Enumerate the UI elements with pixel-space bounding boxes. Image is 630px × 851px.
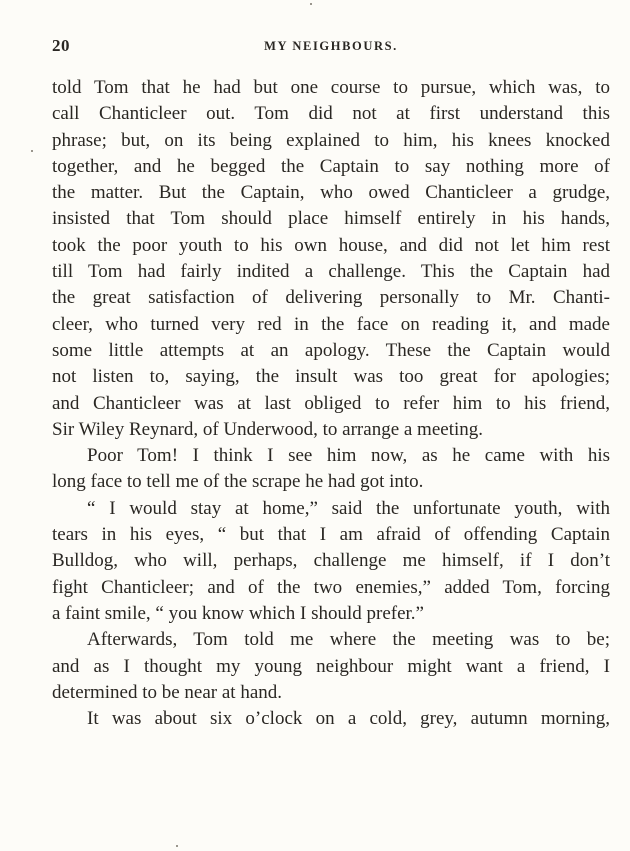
page-header — [52, 36, 610, 58]
text-line: determined to be near at hand. — [52, 681, 283, 703]
text-line: Bulldog, who will, perhaps, challenge me himself, if I don’t — [52, 550, 610, 572]
running-head: MY NEIGHBOURS. — [264, 39, 398, 53]
text-line: and as I thought my young neighbour might want a friend, I — [52, 655, 610, 677]
body-text — [52, 75, 610, 732]
text-line: Afterwards, Tom told me where the meeting was to be; — [87, 629, 610, 651]
text-line: together, and he begged the Captain to say nothing more of — [52, 155, 610, 177]
text-line: till Tom had fairly indited a challenge. This the Captain had — [52, 261, 610, 283]
text-line: “ I would stay at home,” said the unfortunate youth, with — [87, 497, 610, 519]
text-line: tears in his eyes, “ but that I am afraid of offending Captain — [52, 524, 610, 546]
text-line: the great satisfaction of delivering personally to Mr. Chanti- — [52, 287, 610, 309]
paper-speck — [176, 845, 178, 847]
text-line: told Tom that he had but one course to pursue, which was, to — [52, 77, 610, 98]
text-line: not listen to, saying, the insult was too great for apologies; — [52, 366, 610, 388]
text-line: cleer, who turned very red in the face on reading it, and made — [52, 313, 610, 335]
text-line: insisted that Tom should place himself entirely in his hands, — [52, 208, 610, 230]
text-line: It was about six o’clock on a cold, grey, autumn morning, — [87, 708, 610, 730]
paper-speck — [310, 3, 312, 5]
text-line: long face to tell me of the scrape he had got into. — [52, 471, 424, 493]
text-line: and Chanticleer was at last obliged to refer him to his friend, — [52, 392, 610, 414]
text-line: Poor Tom! I think I see him now, as he came with his — [87, 445, 610, 467]
text-line: the matter. But the Captain, who owed Chanticleer a grudge, — [52, 182, 610, 204]
text-line: Sir Wiley Reynard, of Underwood, to arrange a meeting. — [52, 418, 484, 440]
text-line: took the poor youth to his own house, and did not let him rest — [52, 234, 610, 256]
text-line: call Chanticleer out. Tom did not at first understand this — [52, 103, 610, 125]
text-line: some little attempts at an apology. These the Captain would — [52, 339, 610, 361]
text-line: a faint smile, “ you know which I should prefer.” — [52, 602, 424, 624]
paper-speck — [31, 150, 33, 152]
text-line: fight Chanticleer; and of the two enemies,” added Tom, forcing — [52, 576, 610, 598]
text-line: phrase; but, on its being explained to him, his knees knocked — [52, 129, 610, 151]
page-number: 20 — [52, 36, 70, 55]
